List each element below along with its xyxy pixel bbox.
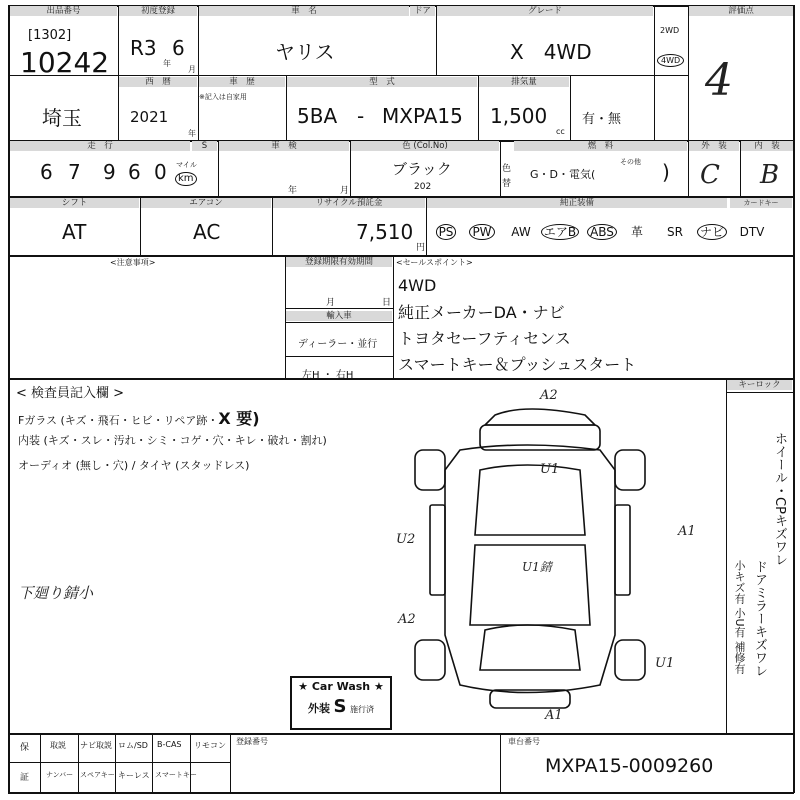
side-note-mirror: ドアミラーキズワレ	[752, 560, 767, 677]
unit-km: km	[175, 172, 197, 186]
damage-mark: U2	[396, 532, 416, 547]
carwash-line	[292, 696, 390, 721]
caution-label: <注意事項>	[110, 258, 156, 267]
model-dash: -	[357, 104, 365, 128]
mileage-digit: 7	[68, 160, 81, 184]
footer-cell: リモコン	[194, 741, 226, 750]
shift-label: シフト	[10, 198, 139, 208]
score-label: 評価点	[689, 6, 793, 16]
color-label: 色 (Col.No)	[351, 141, 499, 151]
windshield-text: Fガラス (キズ・飛石・ヒビ・リペア跡・	[18, 414, 219, 427]
equip-leather: 革	[630, 225, 643, 239]
fuel-label: 燃 料	[514, 141, 687, 151]
footer-cell: 保	[20, 743, 30, 753]
year-unit-2: 年	[188, 129, 196, 138]
equip-pw: PW	[468, 224, 496, 240]
deadline-day: 日	[382, 298, 392, 308]
model-label: 型 式	[287, 77, 477, 87]
first-registration-label: 初度登録	[119, 6, 197, 16]
mileage-digit: 9	[103, 160, 116, 184]
year-unit: 年	[163, 59, 171, 68]
toll-option: 有・無	[582, 112, 622, 127]
footer-cell: スマートキー	[155, 771, 197, 779]
prefecture: 埼玉	[42, 106, 82, 130]
door-label: ドア	[410, 6, 435, 16]
dealer-parallel: ディーラー・並行	[298, 339, 378, 350]
displacement-label: 排気量	[479, 77, 569, 87]
vin: MXPA15-0009260	[545, 755, 714, 777]
year: 2021	[130, 108, 169, 126]
displacement-unit: cc	[556, 127, 565, 136]
grade: X 4WD	[510, 40, 592, 64]
sales-points-label: <セールスポイント>	[396, 258, 473, 267]
exterior-label: 外 装	[689, 141, 739, 151]
carwash-stamp	[290, 676, 392, 730]
import-label: 輸入車	[286, 311, 392, 321]
displacement: 1,500	[490, 104, 548, 128]
keylock-label: キーロック	[727, 380, 792, 390]
score: 4	[705, 55, 733, 106]
carwash-body: 外装	[308, 702, 331, 715]
mileage-unit-label: S	[192, 141, 217, 151]
lot-prefix: [1302]	[28, 28, 72, 43]
equip-ps: PS	[432, 224, 460, 240]
recycle-label: リサイクル預託金	[273, 198, 425, 208]
mileage-label: 走 行	[10, 141, 190, 151]
month-unit: 月	[188, 65, 196, 74]
lot-number: 10242	[20, 46, 110, 79]
car-name: ヤリス	[275, 40, 335, 64]
fuel: G・D・電気(	[530, 168, 596, 181]
registration-era: R3	[130, 36, 157, 60]
cardkey-label: カードキー	[730, 198, 792, 208]
footer-cell: スペアキー	[80, 771, 115, 779]
damage-mark: A1	[545, 708, 563, 723]
equip-navi: ナビ	[694, 224, 730, 240]
damage-mark: A2	[540, 388, 558, 403]
history-note: ※記入は自家用	[199, 93, 247, 101]
color: ブラック	[392, 160, 452, 178]
fuel-paren-close: )	[662, 160, 670, 184]
steering: 左H ・ 右H	[302, 370, 354, 381]
inspection-label: 車 検	[219, 141, 349, 151]
footer-cell: B-CAS	[157, 740, 182, 749]
damage-mark: A1	[678, 524, 696, 539]
handwritten-note: 下廻り錆小	[18, 584, 94, 602]
footer-cell: 取説	[50, 741, 66, 750]
inspector-interior: 内装 (キズ・スレ・汚れ・シミ・コゲ・穴・キレ・破れ・割れ)	[18, 434, 327, 447]
registration-number-label: 登録番号	[236, 737, 268, 746]
footer-cell: ロム/SD	[118, 741, 148, 750]
mileage-digit: 0	[154, 160, 167, 184]
inspector-windshield	[18, 406, 260, 429]
fuel-other: その他	[620, 158, 641, 166]
recycle-fee: 7,510	[356, 220, 414, 244]
equipment-label: 純正装備	[427, 198, 727, 208]
carwash-done: 施行済	[349, 705, 374, 714]
registration-month: 6	[172, 36, 185, 60]
sales-point: 4WD	[398, 276, 437, 295]
grade-label: グレード	[437, 6, 653, 16]
lot-number-label: 出品番号	[10, 6, 117, 16]
carwash-grade: S	[333, 696, 347, 717]
damage-mark: U1	[655, 656, 675, 671]
footer-cell: 証	[20, 773, 30, 783]
drive-2wd: 2WD	[660, 26, 680, 35]
footer-cell: キーレス	[118, 771, 150, 780]
drive-4wd: 4WD	[657, 54, 684, 67]
model-code: MXPA15	[382, 104, 463, 128]
aircon-label: エアコン	[141, 198, 271, 208]
recycle-unit: 円	[416, 243, 426, 253]
footer-cell: ナンバー	[46, 771, 74, 779]
sales-point: 純正メーカーDA・ナビ	[398, 303, 565, 322]
year-label: 西 暦	[119, 77, 197, 87]
history-label: 車 歴	[199, 77, 285, 87]
aircon: AC	[193, 220, 221, 244]
exterior-grade: C	[700, 160, 720, 190]
sales-point: トヨタセーフティセンス	[398, 329, 571, 348]
interior-grade: B	[760, 160, 780, 190]
damage-mark: A2	[398, 612, 416, 627]
car-name-label: 車 名	[199, 6, 409, 16]
deadline-month: 月	[326, 298, 336, 308]
inspector-audio-tire: オーディオ (無し・穴) / タイヤ (スタッドレス)	[18, 459, 250, 472]
equip-sunroof: SR	[667, 225, 683, 239]
deadline-label: 登録期限有効期間	[286, 257, 392, 267]
windshield-mark: X 要)	[218, 409, 260, 428]
color-number: 202	[414, 182, 432, 192]
equip-airbag: エアB	[540, 224, 580, 240]
interior-label: 内 装	[741, 141, 793, 151]
carwash-title: ★ Car Wash ★	[298, 680, 384, 693]
side-note-scratch: 小キズ有 小U有 補修有	[733, 560, 746, 675]
sales-point: スマートキー＆プッシュスタート	[398, 355, 637, 374]
damage-mark: U1錆	[522, 560, 552, 574]
inspection-year: 年	[288, 186, 298, 196]
mileage-digit: 6	[128, 160, 141, 184]
damage-mark: U1	[540, 462, 560, 477]
mileage-digit: 6	[40, 160, 53, 184]
shift: AT	[62, 220, 87, 244]
equip-dtv: DTV	[739, 225, 765, 239]
footer-cell: ナビ取説	[80, 741, 112, 750]
equip-aw: AW	[511, 225, 531, 239]
side-note-wheel: ホイール・CPキズワレ	[772, 432, 787, 566]
inspector-title: < 検査員記入欄 >	[16, 386, 125, 401]
inspection-month: 月	[340, 186, 350, 196]
vin-label: 車台番号	[508, 737, 540, 746]
color-change: 色替	[502, 164, 512, 189]
unit-mile: マイル	[176, 161, 197, 169]
model-prefix: 5BA	[297, 104, 338, 128]
equip-abs: ABS	[582, 224, 622, 240]
